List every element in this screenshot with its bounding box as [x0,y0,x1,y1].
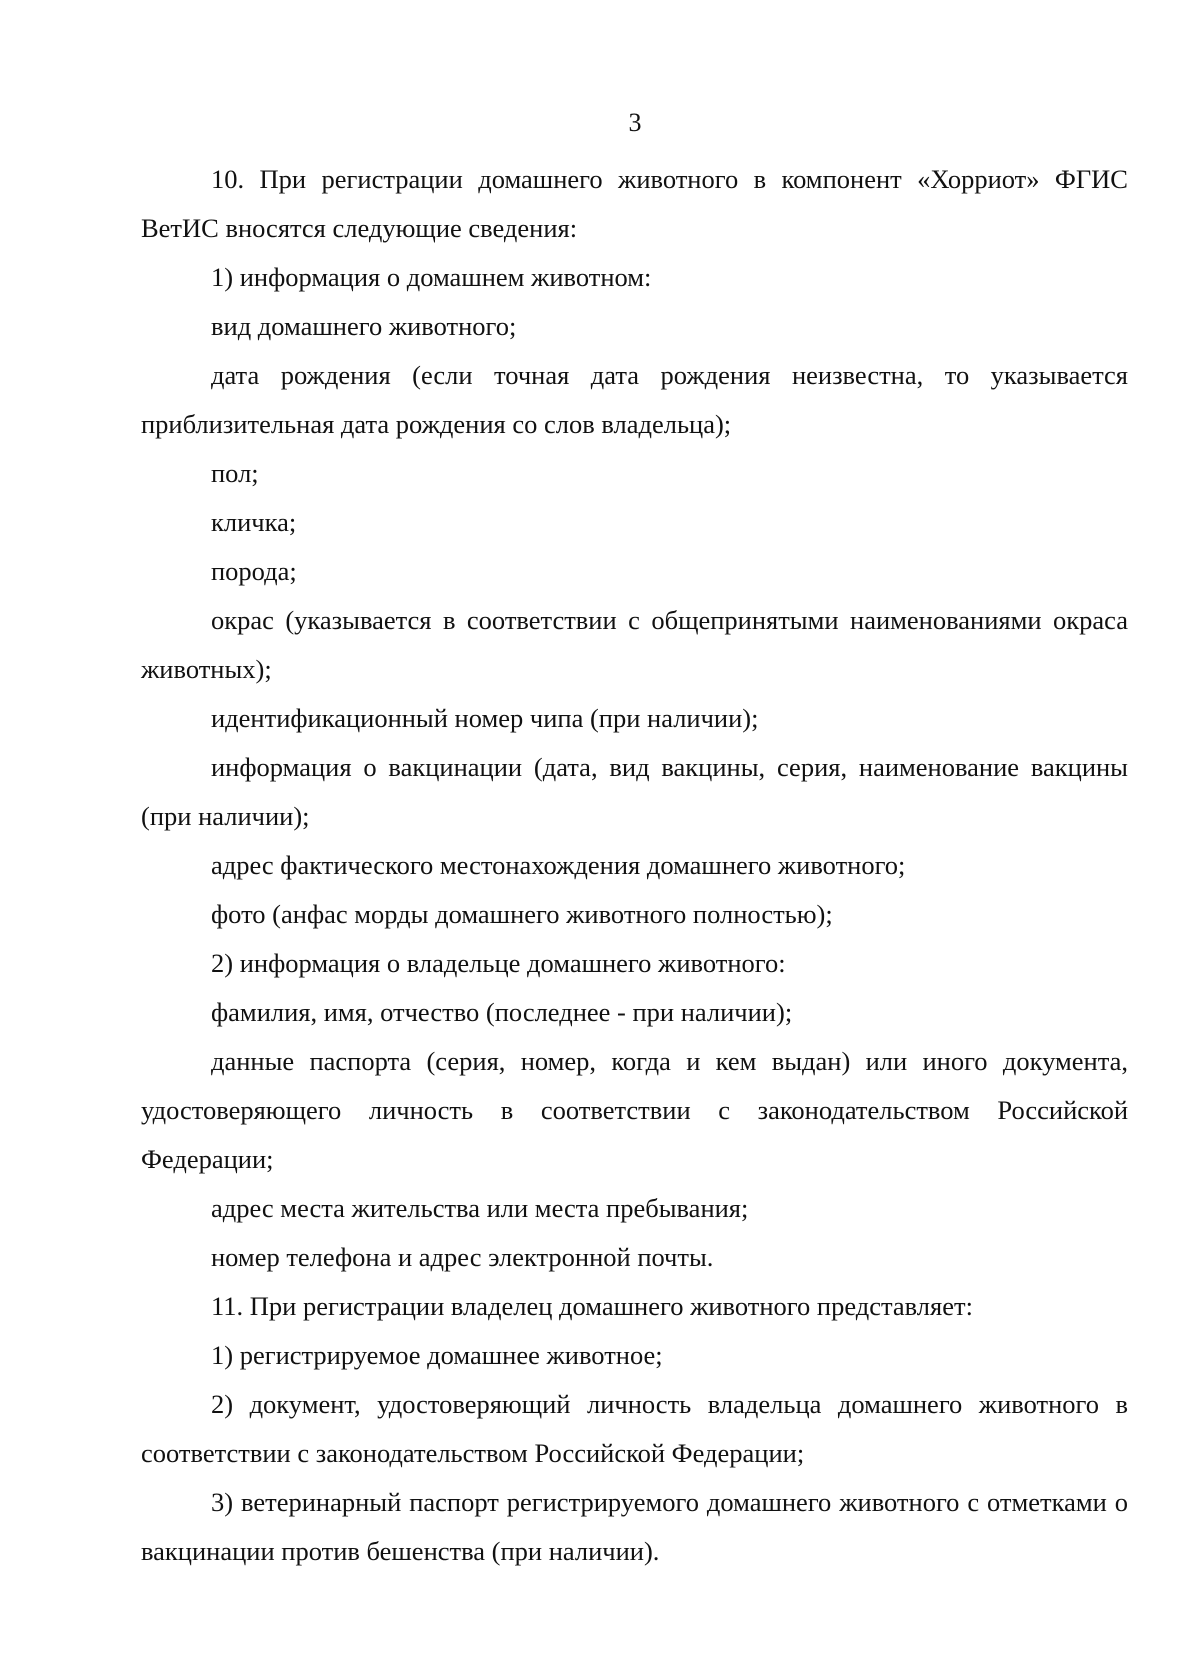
paragraph-item-11: 11. При регистрации владелец домашнего животного представляет: [211,1291,973,1321]
paragraph-item-10: 10. При регистрации домашнего животного в компонент «Хорриот» ФГИС ВетИС вносятся следующие сведения: [141,164,1128,243]
paragraph-pet-breed: порода; [211,556,297,586]
page-number: 3 [628,108,642,137]
paragraph-pet-name: кличка; [211,507,297,537]
paragraph-pet-chip: идентификационный номер чипа (при наличии); [211,703,759,733]
paragraph-owner-full-name: фамилия, имя, отчество (последнее - при наличии); [211,997,793,1027]
document-body [141,155,1128,1576]
paragraph-owner-info-heading: 2) информация о владельце домашнего животного: [211,948,786,978]
paragraph-pet-vaccination: информация о вакцинации (дата, вид вакцины, серия, наименование вакцины (при наличии); [141,752,1128,831]
paragraph-owner-address: адрес места жительства или места пребывания; [211,1193,749,1223]
paragraph-pet-sex: пол; [211,458,259,488]
paragraph-owner-passport: данные паспорта (серия, номер, когда и кем выдан) или иного документа, удостоверяющего личность в соответствии с законодательством Российской Федерации; [141,1046,1128,1174]
paragraph-pet-location: адрес фактического местонахождения домашнего животного; [211,850,906,880]
paragraph-owner-contacts: номер телефона и адрес электронной почты. [211,1242,714,1272]
paragraph-present-id-document: 2) документ, удостоверяющий личность владельца домашнего животного в соответствии с законодательством Российской Федерации; [141,1389,1128,1468]
paragraph-pet-info-heading: 1) информация о домашнем животном: [211,262,652,292]
paragraph-pet-species: вид домашнего животного; [211,311,517,341]
paragraph-present-vet-passport: 3) ветеринарный паспорт регистрируемого домашнего животного с отметками о вакцинации против бешенства (при наличии). [141,1487,1128,1566]
paragraph-pet-color: окрас (указывается в соответствии с общепринятыми наименованиями окраса животных); [141,605,1128,684]
paragraph-pet-photo: фото (анфас морды домашнего животного полностью); [211,899,833,929]
paragraph-pet-birth-date: дата рождения (если точная дата рождения неизвестна, то указывается приблизительная дата рождения со слов владельца); [141,360,1128,439]
paragraph-present-pet: 1) регистрируемое домашнее животное; [211,1340,663,1370]
